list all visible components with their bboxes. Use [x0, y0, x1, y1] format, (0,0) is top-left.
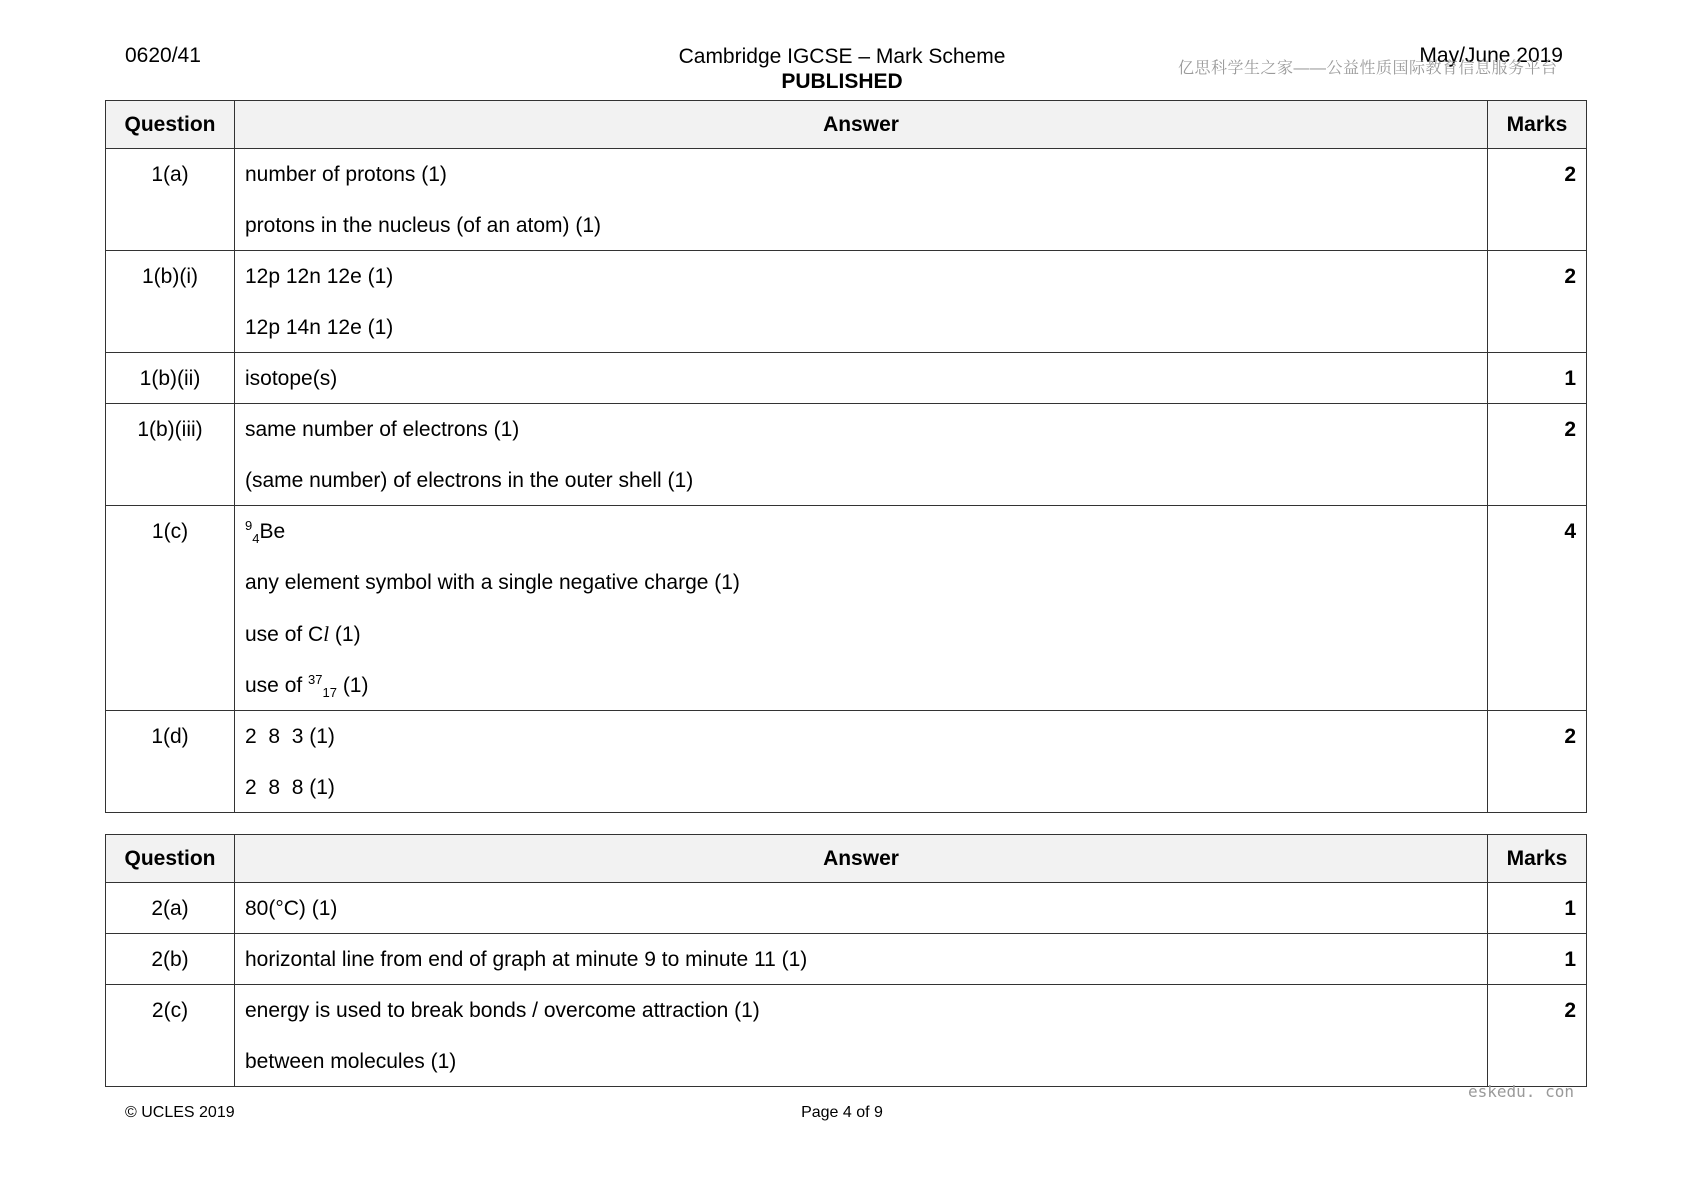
marks-value: 2 — [1488, 149, 1587, 251]
table-row — [106, 506, 1587, 711]
table-row — [106, 883, 1587, 934]
copyright: © UCLES 2019 — [125, 1104, 235, 1121]
answer-line: horizontal line from end of graph at minute 9 to minute 11 (1) — [245, 948, 808, 971]
exam-session: May/June 2019 — [1419, 44, 1563, 67]
answer-line: any element symbol with a single negative charge (1) — [245, 571, 740, 594]
table-header-row — [106, 101, 1587, 149]
table-row — [106, 353, 1587, 404]
answer-line: 2 8 8 (1) — [245, 776, 335, 799]
chlorine-suffix: (1) — [329, 623, 361, 646]
chlorine-line — [245, 620, 1477, 649]
answer-line: energy is used to break bonds / overcome attraction (1) — [245, 999, 760, 1022]
paper-code: 0620/41 — [125, 44, 201, 67]
marks-value: 1 — [1488, 353, 1587, 404]
title-text: Cambridge IGCSE – Mark Scheme — [678, 45, 1006, 68]
mass-number: 9 — [245, 518, 253, 533]
table-header-row — [106, 835, 1587, 883]
table-row — [106, 711, 1587, 813]
chlorine-prefix: use of C — [245, 623, 324, 646]
atomic-number: 17 — [322, 685, 337, 701]
marks-value: 4 — [1488, 506, 1587, 711]
header-answer: Answer — [235, 835, 1488, 883]
answer-line: between molecules (1) — [245, 1050, 457, 1073]
marks-value: 2 — [1488, 251, 1587, 353]
question-number: 1(b)(i) — [106, 251, 235, 353]
beryllium-notation — [245, 518, 1477, 546]
question-number: 2(c) — [106, 985, 235, 1087]
answer-cell — [235, 353, 1488, 404]
header-marks: Marks — [1488, 835, 1587, 883]
mass-number: 37 — [308, 672, 323, 687]
question-number: 1(c) — [106, 506, 235, 711]
answer-line: 2 8 3 (1) — [245, 725, 335, 748]
answer-line: 12p 12n 12e (1) — [245, 265, 394, 288]
answer-cell — [235, 985, 1488, 1087]
table-row — [106, 985, 1587, 1087]
mark-scheme-table-1 — [105, 100, 1587, 813]
isotope-prefix: use of — [245, 674, 309, 697]
watermark-top: 亿思科学生之家——公益性质国际教育信息服务平台 — [1178, 60, 1558, 77]
header-answer: Answer — [235, 101, 1488, 149]
marks-value: 2 — [1488, 711, 1587, 813]
answer-cell — [235, 251, 1488, 353]
question-number: 1(b)(ii) — [106, 353, 235, 404]
atomic-number: 4 — [252, 531, 260, 547]
table-row — [106, 251, 1587, 353]
answer-cell — [235, 404, 1488, 506]
answer-line: number of protons (1) — [245, 163, 447, 186]
published-label: PUBLISHED — [781, 70, 903, 93]
answer-line: isotope(s) — [245, 367, 338, 390]
question-number: 2(b) — [106, 934, 235, 985]
table-row — [106, 934, 1587, 985]
marks-value: 1 — [1488, 934, 1587, 985]
header-question: Question — [106, 101, 235, 149]
answer-cell — [235, 711, 1488, 813]
element-symbol: Be — [259, 520, 286, 543]
marks-value: 2 — [1488, 985, 1587, 1087]
header-question: Question — [106, 835, 235, 883]
marks-value: 1 — [1488, 883, 1587, 934]
table-row — [106, 404, 1587, 506]
marks-value: 2 — [1488, 404, 1587, 506]
isotope-suffix: (1) — [336, 674, 369, 697]
answer-cell — [235, 149, 1488, 251]
chlorine-italic-l: l — [323, 622, 330, 646]
page-number: Page 4 of 9 — [801, 1104, 883, 1121]
question-number: 2(a) — [106, 883, 235, 934]
table-row — [106, 149, 1587, 251]
question-number: 1(a) — [106, 149, 235, 251]
answer-line: same number of electrons (1) — [245, 418, 520, 441]
header-marks: Marks — [1488, 101, 1587, 149]
answer-line: 12p 14n 12e (1) — [245, 316, 394, 339]
answer-cell — [235, 506, 1488, 711]
question-number: 1(d) — [106, 711, 235, 813]
answer-line: 80(°C) (1) — [245, 897, 338, 920]
answer-line: (same number) of electrons in the outer shell (1) — [245, 469, 694, 492]
answer-cell — [235, 883, 1488, 934]
watermark-bottom: eskedu. con — [1468, 1082, 1574, 1101]
question-number: 1(b)(iii) — [106, 404, 235, 506]
answer-line: protons in the nucleus (of an atom) (1) — [245, 214, 602, 237]
answer-cell — [235, 934, 1488, 985]
isotope-notation-line — [245, 672, 1477, 700]
mark-scheme-table-2 — [105, 834, 1587, 1087]
